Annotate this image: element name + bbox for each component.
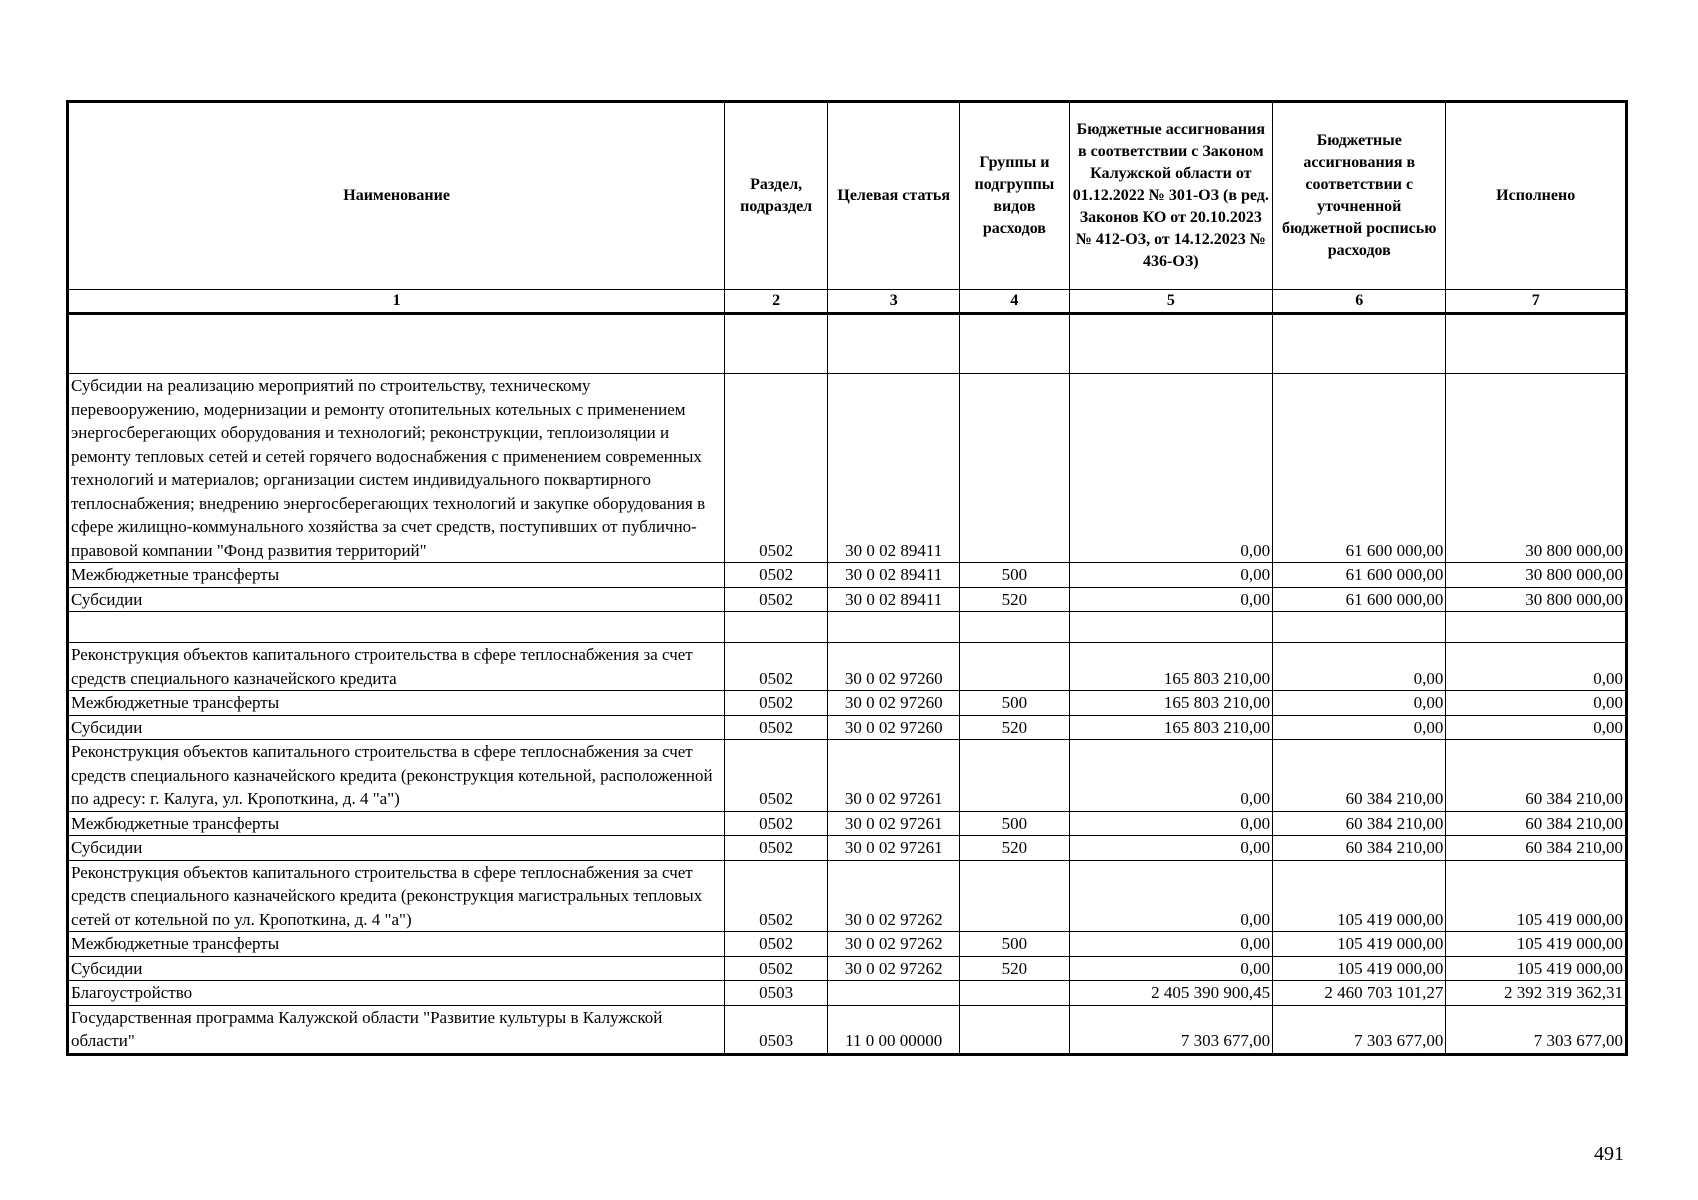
row-section: 0502 <box>725 587 828 612</box>
spacer-cell <box>1069 314 1273 374</box>
row-budget-law-amount: 0,00 <box>1069 836 1273 861</box>
budget-table <box>66 100 1628 1056</box>
spacer-cell <box>1273 612 1446 643</box>
table-row <box>68 1005 1627 1054</box>
header-budget-law: Бюджетные ассигнования в соответствии с Законом Калужской области от 01.12.2022 № 301-ОЗ (в ред. Законов КО от 20.10.2023 № 412-ОЗ, от 14.12.2023 № 436-ОЗ) <box>1069 102 1273 290</box>
row-target-article <box>828 981 960 1006</box>
row-executed-amount: 105 419 000,00 <box>1446 956 1627 981</box>
row-budget-law-amount: 7 303 677,00 <box>1069 1005 1273 1054</box>
table-row <box>68 740 1627 812</box>
row-expense-group: 520 <box>960 715 1069 740</box>
row-target-article: 30 0 02 97260 <box>828 643 960 691</box>
spacer-cell <box>960 314 1069 374</box>
row-budget-schedule-amount: 2 460 703 101,27 <box>1273 981 1446 1006</box>
row-target-article: 11 0 00 00000 <box>828 1005 960 1054</box>
spacer-cell <box>828 612 960 643</box>
row-name: Благоустройство <box>68 981 725 1006</box>
row-executed-amount: 30 800 000,00 <box>1446 374 1627 563</box>
row-budget-law-amount: 0,00 <box>1069 860 1273 932</box>
row-target-article: 30 0 02 97262 <box>828 956 960 981</box>
row-budget-schedule-amount: 60 384 210,00 <box>1273 811 1446 836</box>
table-row <box>68 691 1627 716</box>
row-budget-schedule-amount: 0,00 <box>1273 715 1446 740</box>
header-executed: Исполнено <box>1446 102 1627 290</box>
budget-table-sheet <box>66 100 1628 1056</box>
row-name: Межбюджетные трансферты <box>68 932 725 957</box>
row-name: Субсидии <box>68 956 725 981</box>
table-header-row <box>68 102 1627 290</box>
spacer-cell <box>725 314 828 374</box>
row-executed-amount: 0,00 <box>1446 715 1627 740</box>
row-budget-law-amount: 165 803 210,00 <box>1069 691 1273 716</box>
spacer-row <box>68 314 1627 374</box>
row-budget-law-amount: 0,00 <box>1069 811 1273 836</box>
row-expense-group: 520 <box>960 836 1069 861</box>
row-name: Межбюджетные трансферты <box>68 691 725 716</box>
row-target-article: 30 0 02 97260 <box>828 691 960 716</box>
row-budget-law-amount: 0,00 <box>1069 740 1273 812</box>
page-number: 491 <box>1594 1143 1624 1165</box>
row-expense-group <box>960 643 1069 691</box>
table-row <box>68 587 1627 612</box>
table-body <box>68 314 1627 1055</box>
column-number: 1 <box>68 290 725 314</box>
column-number: 3 <box>828 290 960 314</box>
row-executed-amount: 30 800 000,00 <box>1446 563 1627 588</box>
row-name: Субсидии <box>68 587 725 612</box>
row-target-article: 30 0 02 97261 <box>828 740 960 812</box>
row-executed-amount: 30 800 000,00 <box>1446 587 1627 612</box>
row-section: 0502 <box>725 932 828 957</box>
table-row <box>68 563 1627 588</box>
row-expense-group <box>960 374 1069 563</box>
row-expense-group: 500 <box>960 563 1069 588</box>
spacer-cell <box>1446 314 1627 374</box>
spacer-cell <box>960 612 1069 643</box>
row-expense-group: 520 <box>960 587 1069 612</box>
row-budget-schedule-amount: 0,00 <box>1273 643 1446 691</box>
table-row <box>68 932 1627 957</box>
row-executed-amount: 105 419 000,00 <box>1446 860 1627 932</box>
column-number: 5 <box>1069 290 1273 314</box>
row-name: Субсидии на реализацию мероприятий по строительству, техническому перевооружению, модернизации и ремонту отопительных котельных с применением энергосберегающих оборудования и технологий; реконструкции, теплоизоляции и ремонту тепловых сетей и сетей горячего водоснабжения с применением современных технологий и материалов; организации систем индивидуального поквартирного теплоснабжения; внедрению энергосберегающих технологий и закупке оборудования в сфере жилищно-коммунального хозяйства за счет средств, поступивших от публично-правовой компании "Фонд развития территорий" <box>68 374 725 563</box>
table-row <box>68 956 1627 981</box>
row-budget-law-amount: 0,00 <box>1069 374 1273 563</box>
column-number: 2 <box>725 290 828 314</box>
row-budget-schedule-amount: 105 419 000,00 <box>1273 956 1446 981</box>
table-row <box>68 981 1627 1006</box>
spacer-cell <box>68 612 725 643</box>
row-budget-law-amount: 2 405 390 900,45 <box>1069 981 1273 1006</box>
row-expense-group: 520 <box>960 956 1069 981</box>
row-executed-amount: 60 384 210,00 <box>1446 836 1627 861</box>
row-name: Реконструкция объектов капитального строительства в сфере теплоснабжения за счет средств специального казначейского кредита (реконструкция котельной, расположенной по адресу: г. Калуга, ул. Кропоткина, д. 4 "а") <box>68 740 725 812</box>
row-budget-law-amount: 0,00 <box>1069 587 1273 612</box>
row-target-article: 30 0 02 97261 <box>828 836 960 861</box>
spacer-cell <box>725 612 828 643</box>
row-budget-schedule-amount: 60 384 210,00 <box>1273 740 1446 812</box>
row-target-article: 30 0 02 97261 <box>828 811 960 836</box>
spacer-cell <box>1446 612 1627 643</box>
row-budget-schedule-amount: 105 419 000,00 <box>1273 932 1446 957</box>
row-section: 0502 <box>725 811 828 836</box>
row-budget-law-amount: 165 803 210,00 <box>1069 643 1273 691</box>
column-number: 7 <box>1446 290 1627 314</box>
column-number: 4 <box>960 290 1069 314</box>
table-row <box>68 811 1627 836</box>
row-executed-amount: 60 384 210,00 <box>1446 811 1627 836</box>
row-executed-amount: 0,00 <box>1446 691 1627 716</box>
spacer-cell <box>1273 314 1446 374</box>
header-section: Раздел, подраздел <box>725 102 828 290</box>
row-target-article: 30 0 02 89411 <box>828 587 960 612</box>
row-budget-law-amount: 0,00 <box>1069 956 1273 981</box>
row-expense-group <box>960 981 1069 1006</box>
row-budget-schedule-amount: 61 600 000,00 <box>1273 563 1446 588</box>
table-row <box>68 374 1627 563</box>
row-target-article: 30 0 02 89411 <box>828 374 960 563</box>
row-name: Реконструкция объектов капитального строительства в сфере теплоснабжения за счет средств специального казначейского кредита (реконструкция магистральных тепловых сетей от котельной по ул. Кропоткина, д. 4 "а") <box>68 860 725 932</box>
row-name: Межбюджетные трансферты <box>68 563 725 588</box>
row-budget-schedule-amount: 61 600 000,00 <box>1273 374 1446 563</box>
row-expense-group: 500 <box>960 932 1069 957</box>
row-name: Межбюджетные трансферты <box>68 811 725 836</box>
row-section: 0503 <box>725 1005 828 1054</box>
row-section: 0502 <box>725 563 828 588</box>
table-row <box>68 715 1627 740</box>
header-name: Наименование <box>68 102 725 290</box>
row-executed-amount: 60 384 210,00 <box>1446 740 1627 812</box>
row-target-article: 30 0 02 97262 <box>828 860 960 932</box>
row-section: 0502 <box>725 860 828 932</box>
spacer-cell <box>828 314 960 374</box>
row-budget-schedule-amount: 61 600 000,00 <box>1273 587 1446 612</box>
row-name: Реконструкция объектов капитального строительства в сфере теплоснабжения за счет средств специального казначейского кредита <box>68 643 725 691</box>
row-executed-amount: 2 392 319 362,31 <box>1446 981 1627 1006</box>
row-expense-group <box>960 1005 1069 1054</box>
row-section: 0502 <box>725 374 828 563</box>
row-executed-amount: 0,00 <box>1446 643 1627 691</box>
header-expense-groups: Группы и подгруппы видов расходов <box>960 102 1069 290</box>
header-budget-schedule: Бюджетные ассигнования в соответствии с уточненной бюджетной росписью расходов <box>1273 102 1446 290</box>
row-section: 0503 <box>725 981 828 1006</box>
row-section: 0502 <box>725 740 828 812</box>
row-executed-amount: 105 419 000,00 <box>1446 932 1627 957</box>
header-target-article: Целевая статья <box>828 102 960 290</box>
row-budget-law-amount: 0,00 <box>1069 563 1273 588</box>
row-budget-schedule-amount: 60 384 210,00 <box>1273 836 1446 861</box>
row-budget-law-amount: 0,00 <box>1069 932 1273 957</box>
spacer-cell <box>68 314 725 374</box>
row-name: Субсидии <box>68 715 725 740</box>
row-name: Субсидии <box>68 836 725 861</box>
row-expense-group <box>960 860 1069 932</box>
row-section: 0502 <box>725 691 828 716</box>
row-budget-schedule-amount: 0,00 <box>1273 691 1446 716</box>
row-target-article: 30 0 02 97262 <box>828 932 960 957</box>
row-budget-law-amount: 165 803 210,00 <box>1069 715 1273 740</box>
row-section: 0502 <box>725 836 828 861</box>
row-expense-group <box>960 740 1069 812</box>
row-target-article: 30 0 02 97260 <box>828 715 960 740</box>
row-budget-schedule-amount: 7 303 677,00 <box>1273 1005 1446 1054</box>
row-section: 0502 <box>725 956 828 981</box>
row-name: Государственная программа Калужской области "Развитие культуры в Калужской области" <box>68 1005 725 1054</box>
row-expense-group: 500 <box>960 811 1069 836</box>
row-expense-group: 500 <box>960 691 1069 716</box>
row-executed-amount: 7 303 677,00 <box>1446 1005 1627 1054</box>
row-section: 0502 <box>725 643 828 691</box>
spacer-row <box>68 612 1627 643</box>
column-number-row <box>68 290 1627 314</box>
row-budget-schedule-amount: 105 419 000,00 <box>1273 860 1446 932</box>
table-row <box>68 860 1627 932</box>
table-row <box>68 836 1627 861</box>
column-number: 6 <box>1273 290 1446 314</box>
table-row <box>68 643 1627 691</box>
row-target-article: 30 0 02 89411 <box>828 563 960 588</box>
spacer-cell <box>1069 612 1273 643</box>
row-section: 0502 <box>725 715 828 740</box>
